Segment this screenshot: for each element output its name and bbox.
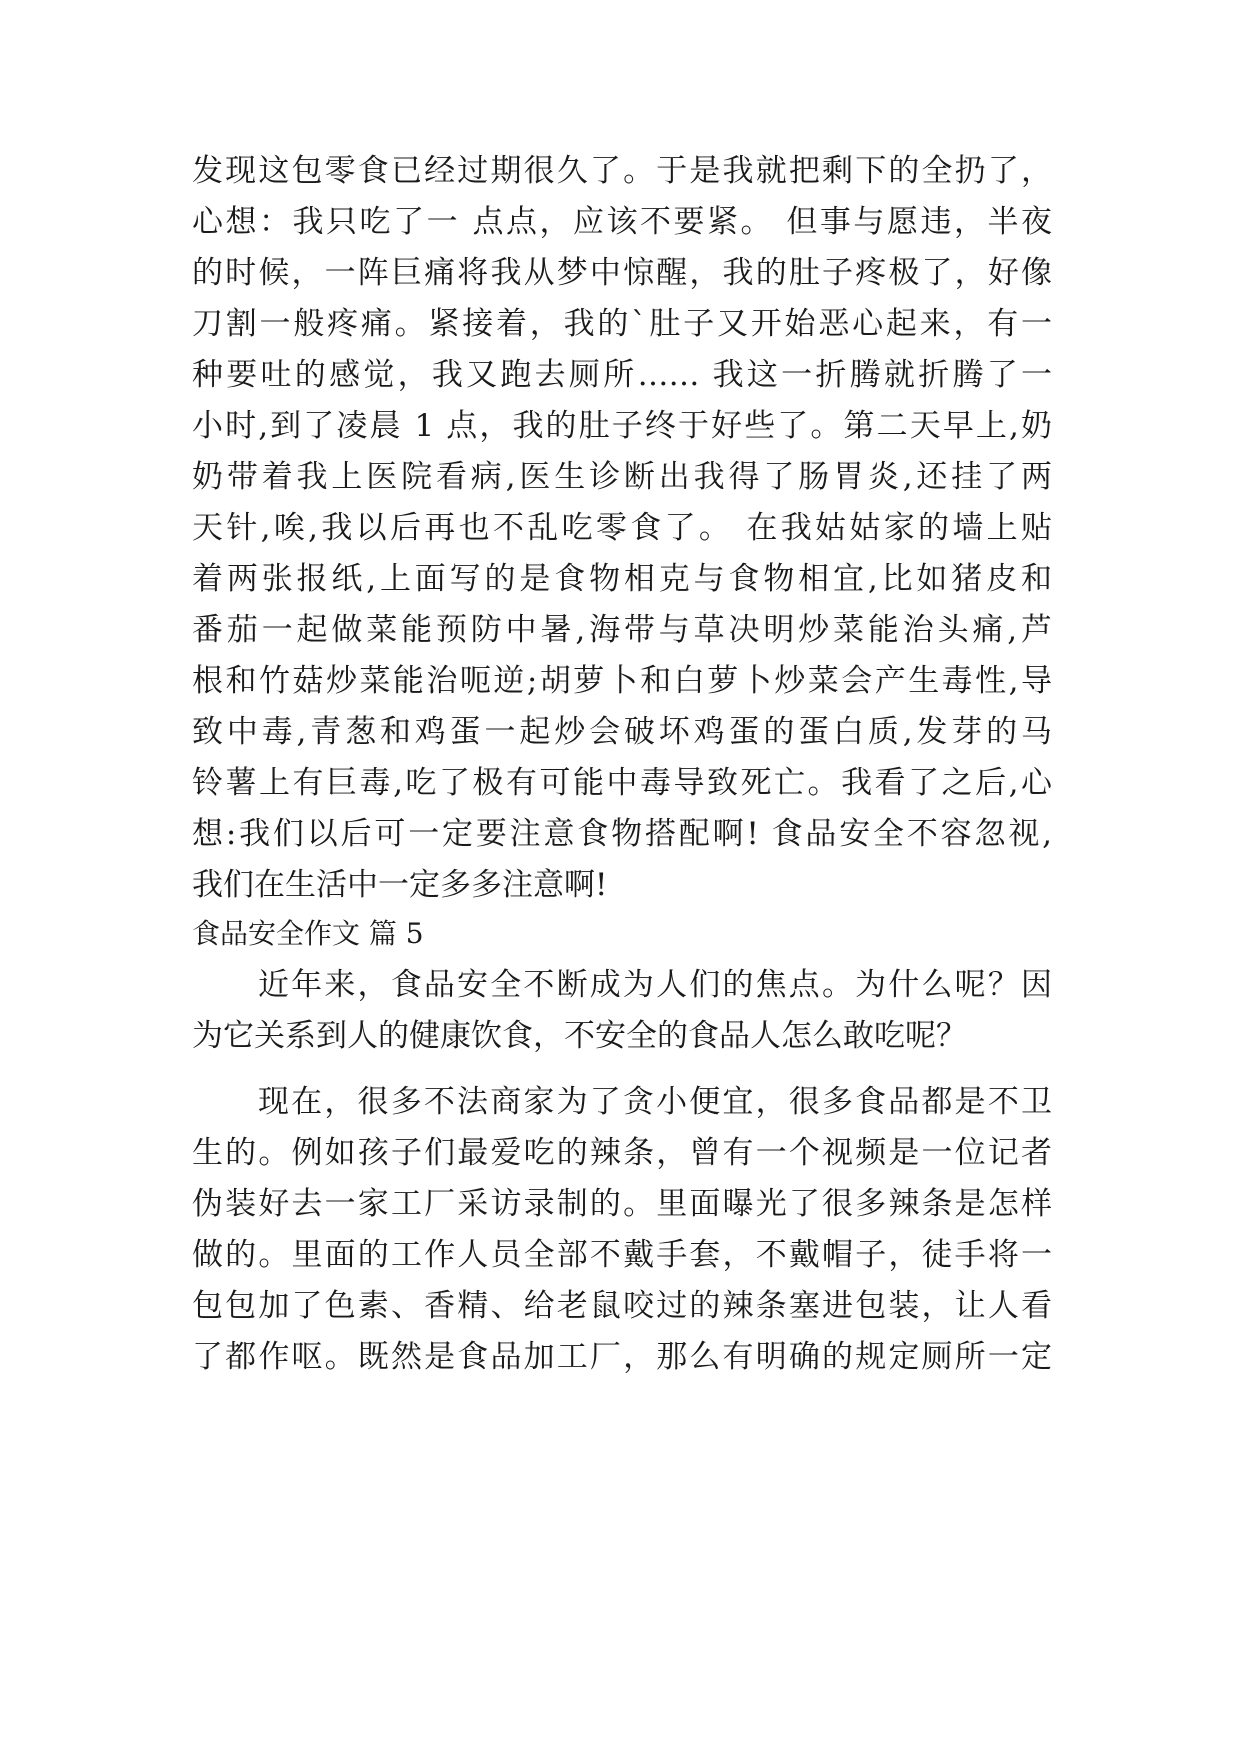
- text-line: 着两张报纸,上面写的是食物相克与食物相宜,比如猪皮和: [192, 561, 1052, 597]
- text-line: 的时候，一阵巨痛将我从梦中惊醒，我的肚子疼极了，好像: [192, 255, 1052, 291]
- text-line: 生的。例如孩子们最爱吃的辣条，曾有一个视频是一位记者: [192, 1135, 1052, 1171]
- text-line: 发现这包零食已经过期很久了。于是我就把剩下的全扔了，: [192, 153, 1052, 189]
- text-line: 根和竹菇炒菜能治呃逆;胡萝卜和白萝卜炒菜会产生毒性,导: [192, 663, 1052, 699]
- text-line: 做的。里面的工作人员全部不戴手套，不戴帽子，徒手将一: [192, 1237, 1052, 1273]
- section-heading: 食品安全作文 篇 5: [192, 917, 424, 950]
- text-line: 为它关系到人的健康饮食，不安全的食品人怎么敢吃呢？: [192, 1018, 967, 1054]
- text-line: 心想：我只吃了一 点点，应该不要紧。 但事与愿违，半夜: [192, 204, 1052, 240]
- text-line: 想:我们以后可一定要注意食物搭配啊! 食品安全不容忽视,: [192, 816, 1052, 852]
- text-line: 铃薯上有巨毒,吃了极有可能中毒导致死亡。我看了之后,心: [192, 765, 1052, 801]
- text-line: 致中毒,青葱和鸡蛋一起炒会破坏鸡蛋的蛋白质,发芽的马: [192, 714, 1052, 750]
- text-line: 奶带着我上医院看病,医生诊断出我得了肠胃炎,还挂了两: [192, 459, 1052, 495]
- text-line: 我们在生活中一定多多注意啊!: [192, 867, 608, 903]
- text-line: 现在，很多不法商家为了贪小便宜，很多食品都是不卫: [258, 1084, 1052, 1120]
- text-line: 伪装好去一家工厂采访录制的。里面曝光了很多辣条是怎样: [192, 1186, 1052, 1222]
- text-line: 种要吐的感觉，我又跑去厕所…… 我这一折腾就折腾了一: [192, 357, 1052, 393]
- text-line: 天针,唉,我以后再也不乱吃零食了。 在我姑姑家的墙上贴: [192, 510, 1052, 546]
- text-line: 包包加了色素、香精、给老鼠咬过的辣条塞进包装，让人看: [192, 1288, 1052, 1324]
- text-line: 小时,到了凌晨 1 点，我的肚子终于好些了。第二天早上,奶: [192, 408, 1052, 444]
- text-line: 番茄一起做菜能预防中暑,海带与草决明炒菜能治头痛,芦: [192, 612, 1052, 648]
- text-line: 了都作呕。既然是食品加工厂，那么有明确的规定厕所一定: [192, 1339, 1052, 1375]
- text-line: 近年来，食品安全不断成为人们的焦点。为什么呢？因: [258, 967, 1052, 1003]
- text-line: 刀割一般疼痛。紧接着，我的`肚子又开始恶心起来，有一: [192, 306, 1052, 342]
